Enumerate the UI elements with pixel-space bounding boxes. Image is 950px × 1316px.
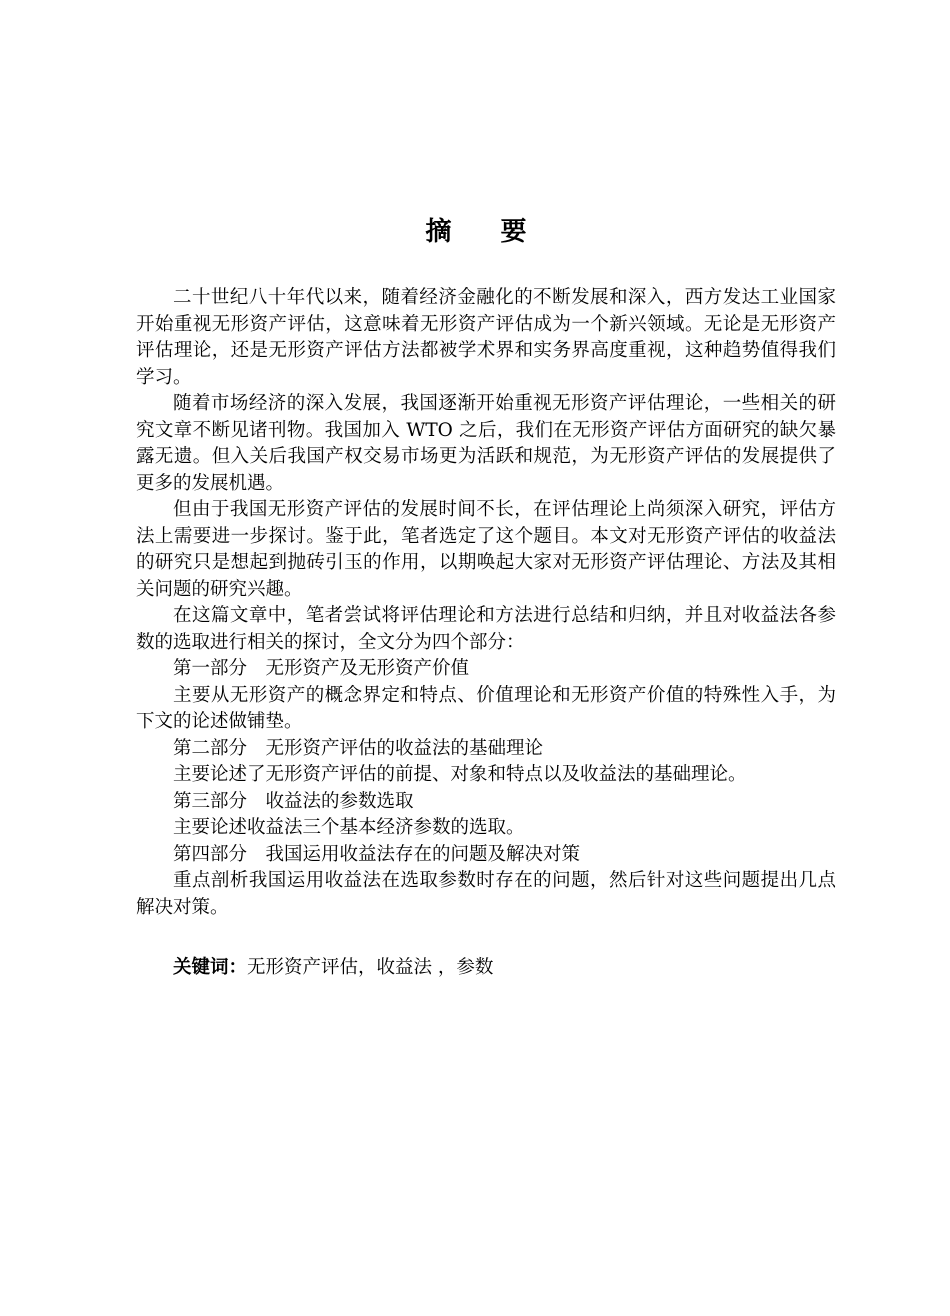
keywords-value: 无形资产评估，收益法 ，参数 xyxy=(247,957,494,978)
part-four-summary: 重点剖析我国运用收益法在选取参数时存在的问题，然后针对这些问题提出几点解决对策。 xyxy=(136,870,836,918)
abstract-body xyxy=(136,285,836,921)
part-one-summary: 主要从无形资产的概念界定和特点、价值理论和无形资产价值的特殊性入手，为下文的论述做铺垫。 xyxy=(136,684,836,732)
page-title: 摘 要 xyxy=(425,217,547,247)
document-page xyxy=(136,0,836,1316)
paragraph-development: 随着市场经济的深入发展，我国逐渐开始重视无形资产评估理论，一些相关的研究文章不断见诸刊物。我国加入 WTO 之后，我们在无形资产评估方面研究的缺欠暴露无遗。但入关后我国产权交易市场更为活跃和规范，为无形资产评估的发展提供了更多的发展机遇。 xyxy=(136,393,836,494)
keywords-line xyxy=(136,955,836,982)
part-two-heading: 第二部分 无形资产评估的收益法的基础理论 xyxy=(173,737,544,759)
part-three-summary: 主要论述收益法三个基本经济参数的选取。 xyxy=(173,817,525,838)
paragraph-intro: 二十世纪八十年代以来，随着经济金融化的不断发展和深入，西方发达工业国家开始重视无形资产评估，这意味着无形资产评估成为一个新兴领域。无论是无形资产评估理论，还是无形资产评估方法都被学术界和实务界高度重视，这种趋势值得我们学习。 xyxy=(136,287,836,388)
paragraph-motivation: 但由于我国无形资产评估的发展时间不长，在评估理论上尚须深入研究，评估方法上需要进一步探讨。鉴于此，笔者选定了这个题目。本文对无形资产评估的收益法的研究只是想起到抛砖引玉的作用，以期唤起大家对无形资产评估理论、方法及其相关问题的研究兴趣。 xyxy=(136,499,836,600)
part-three-heading: 第三部分 收益法的参数选取 xyxy=(173,790,414,812)
keywords-label: 关键词： xyxy=(173,957,248,978)
part-one-heading: 第一部分 无形资产及无形资产价值 xyxy=(173,658,470,679)
part-four-heading: 第四部分 我国运用收益法存在的问题及解决对策 xyxy=(173,843,581,865)
part-two-summary: 主要论述了无形资产评估的前提、对象和特点以及收益法的基础理论。 xyxy=(173,764,747,785)
paragraph-structure: 在这篇文章中，笔者尝试将评估理论和方法进行总结和归纳，并且对收益法各参数的选取进行相关的探讨，全文分为四个部分： xyxy=(136,605,836,653)
